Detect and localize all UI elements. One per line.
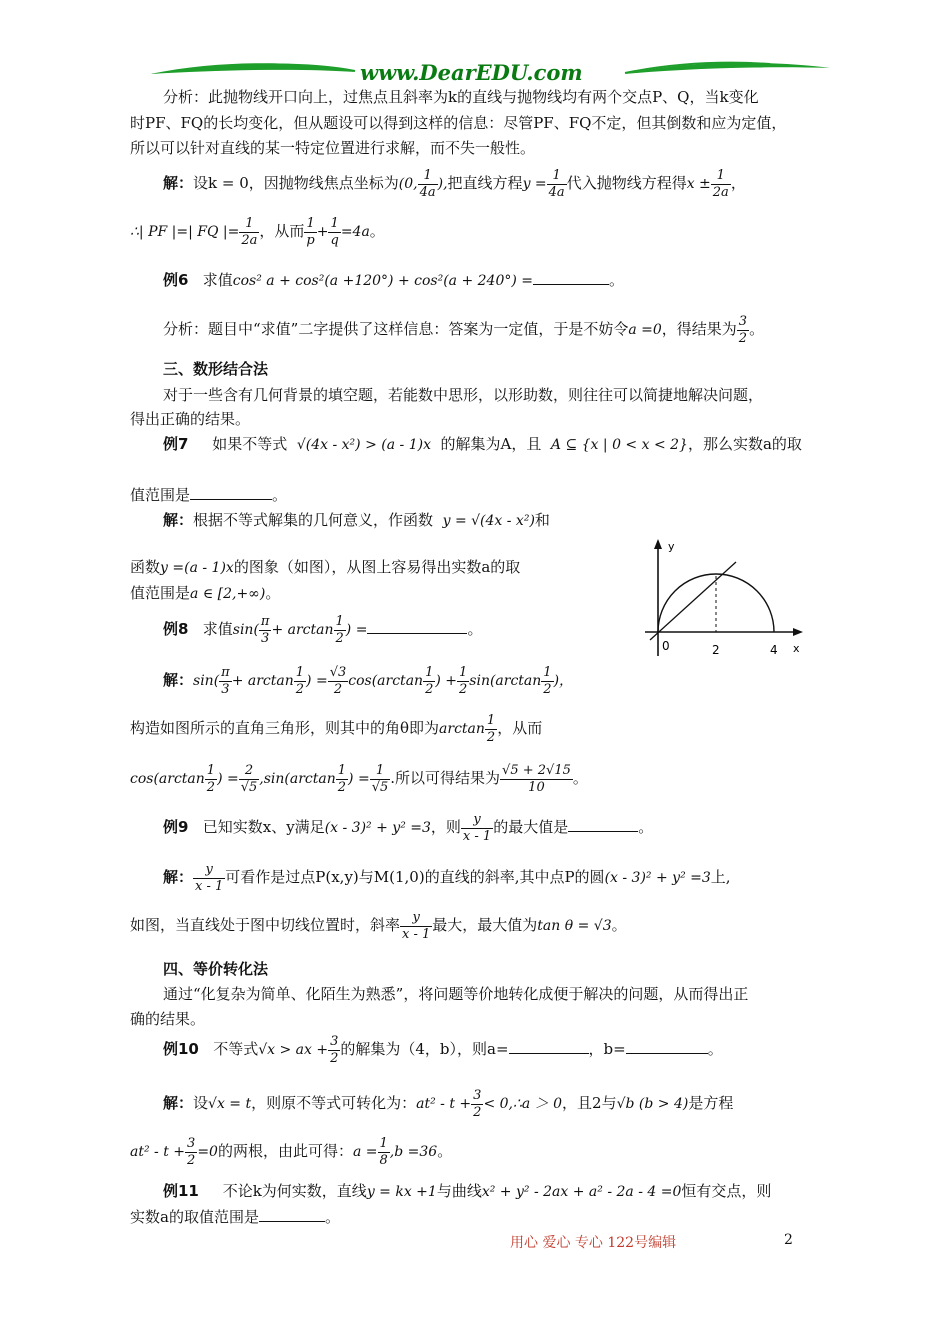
section-3-line-2: 得出正确的结果。 [130,410,251,428]
fraction: $\frac{3}{2}$ [473,1087,482,1120]
x-label: x [793,642,800,655]
example-7-line-1 [163,432,802,457]
fraction: $\frac{1}{q}$ [330,215,339,248]
section-3-title: 三、数形结合法 [163,360,269,378]
analysis-line-1: 分析：此抛物线开口向上，过焦点且斜率为k的直线与抛物线均有两个交点P、Q，当k变化 [163,88,759,106]
text: 。 [324,1208,340,1226]
math: cos² a + cos²(a +120°) + cos²(a + 240°) = [232,273,533,289]
text: 上, [710,868,731,886]
math: at² - t + [416,1096,472,1112]
text: 的解集为（4，b），则a= [340,1040,509,1058]
answer-blank[interactable] [568,817,638,832]
text: 。 [611,916,627,934]
semicircle-figure [640,536,810,666]
solution-9-line-1 [163,858,731,897]
answer-blank[interactable] [533,270,609,285]
text: ，得结果为 [661,320,737,338]
text: 可看作是过点P(x,y)与M(1,0)的直线的斜率,其中点P的圆 [225,868,605,886]
math: √x > ax + [258,1042,329,1058]
solution-label: 解： [163,1094,194,1112]
text: 如果不等式 [212,435,288,453]
solution-10-line-2 [130,1130,452,1173]
text: 已知实数x、y满足 [202,818,325,836]
math: ) = [348,771,370,787]
example-label: 例9 [163,818,189,836]
math: sin( [193,673,220,689]
text: 不论k为何实数，直线 [222,1182,367,1200]
math: at² - t + [130,1144,186,1160]
text: 值范围是 [130,486,191,504]
math: (x - 3)² + y² =3 [324,820,431,836]
math: =0 [197,1144,218,1160]
math: √x = t [208,1096,252,1112]
fraction: $\frac{1}{2}$ [206,762,216,795]
math: + [316,224,329,240]
math: =4a [340,224,370,240]
fraction: $\frac{1}{2}$ [486,712,496,745]
solution-label: 解： [163,511,194,529]
fraction: $\frac{1}{2}$ [425,664,434,697]
text: 恒有交点，则 [681,1182,772,1200]
analysis-line-3: 所以可以针对直线的某一特定位置进行求解，而不失一般性。 [130,139,536,157]
solution-5-line-1 [163,162,746,205]
math: (x - 3)² + y² =3 [604,870,711,886]
text: ，b= [588,1040,626,1058]
text: ，那么实数a的取 [687,435,802,453]
analysis-6 [163,308,764,351]
math: y = kx +1 [366,1184,437,1200]
fraction: $\frac{1}{√5}$ [371,762,389,795]
text: 。 [467,620,483,638]
text: 不等式 [213,1040,259,1058]
y-axis-arrow [654,539,662,549]
math: ), [437,176,448,192]
solution-7-line-3 [130,582,280,603]
answer-blank[interactable] [190,485,272,500]
section-4-title: 四、等价转化法 [163,960,269,978]
section-4-line-1: 通过“化复杂为简单、化陌生为熟悉”，将问题等价地转化成便于解决的问题，从而得出正 [163,985,749,1003]
text: 实数a的取值范围是 [130,1208,259,1226]
text: 。 [749,320,765,338]
math: a = [352,1144,378,1160]
math: √(4x - x²) > (a - 1)x [296,437,431,453]
math: a =0 [628,322,662,338]
example-6 [163,262,624,299]
math: A ⊆ {x | 0 < x < 2} [550,437,688,453]
math: x ± [686,176,711,192]
answer-blank-b[interactable] [626,1039,708,1054]
fraction: $\frac{\pi}{3}$ [221,664,230,697]
footer-editor: 用心 爱心 专心 122号编辑 [510,1235,677,1251]
text: 是方程 [688,1094,734,1112]
text: .所以可得结果为 [390,769,501,787]
math: cos(arctan [130,771,205,787]
text: 。 [609,271,625,289]
math: )， [553,673,574,689]
text: ，从而 [497,719,543,737]
math: tan θ = √3 [537,918,612,934]
text: 设 [193,1094,209,1112]
math: cos(arctan [348,673,424,689]
fraction: $\frac{1}{4a}$ [419,167,436,200]
solution-5-line-2 [130,210,385,253]
solution-7-line-2 [130,556,520,577]
fraction: $\frac{1}{2}$ [295,664,305,697]
tick-2-label: 2 [712,643,720,657]
fraction: $\frac{√5 + 2√15}{10}$ [502,762,571,795]
answer-blank[interactable] [367,619,467,634]
example-8 [163,610,482,649]
math: + arctan [231,673,294,689]
fraction: $\frac{1}{2}$ [335,613,344,646]
example-label: 例6 [163,271,189,289]
math: ) = [306,673,328,689]
answer-blank-a[interactable] [509,1039,589,1054]
math: ∴| PF |=| FQ |= [130,224,240,240]
solution-7-line-1 [163,508,550,533]
example-label: 例7 [163,435,189,453]
text: 的解集为A，且 [440,435,542,453]
example-label: 例11 [163,1182,199,1200]
analysis-line-2: 时PF、FQ的长均变化，但从题设可以得到这样的信息：尽管PF、FQ不定，但其倒数和应为定值， [130,114,787,132]
text: 设k = 0，因抛物线焦点坐标为 [193,174,399,192]
example-10 [163,1028,723,1071]
text: 求值 [202,271,233,289]
solution-8-line-2 [130,708,542,749]
solution-9-line-2 [130,906,627,945]
text: ， [730,174,746,192]
text: ，则 [430,818,461,836]
text: 把直线方程 [447,174,523,192]
text: 。 [638,818,654,836]
text: 。 [437,1142,453,1160]
example-11-line-1 [163,1180,771,1201]
fraction: $\frac{y}{x - 1}$ [402,909,431,942]
example-label: 例10 [163,1040,199,1058]
math: sin( [232,622,259,638]
solution-8-line-1 [163,660,573,701]
solution-8-line-3 [130,756,588,801]
text: ，从而 [259,222,305,240]
text: 。 [707,1040,723,1058]
fraction: $\frac{2}{√5}$ [240,762,258,795]
math: < 0,∴a ＞ 0 [483,1096,563,1112]
fraction: $\frac{1}{2}$ [543,664,552,697]
page-number: 2 [784,1232,793,1248]
section-4-line-2: 确的结果。 [130,1010,206,1028]
text: ，则原不等式可转化为： [251,1094,417,1112]
text: 和 [534,511,550,529]
math: √b (b > 4) [616,1096,689,1112]
example-label: 例8 [163,620,189,638]
math: ) = [217,771,239,787]
section-3-line-1: 对于一些含有几何背景的填空题，若能数中思形，以形助数，则往往可以简捷地解决问题， [163,386,764,404]
text: 构造如图所示的直角三角形，则其中的角θ即为 [130,719,440,737]
answer-blank[interactable] [259,1207,325,1222]
math: x² + y² - 2ax + a² - 2a - 4 =0 [481,1184,682,1200]
math: ,b =36 [389,1144,438,1160]
fraction: $\frac{1}{8}$ [379,1135,388,1168]
fraction: $\frac{3}{2}$ [738,313,748,346]
example-7-line-2 [130,484,287,505]
text: 根据不等式解集的几何意义，作函数 [193,511,434,529]
x-axis-arrow [793,628,803,636]
text: 。 [265,584,281,602]
math: sin(arctan [469,673,542,689]
fraction: $\frac{3}{2}$ [330,1033,339,1066]
text: 的最大值是 [493,818,569,836]
math: a ∈ [2,+∞) [190,586,266,602]
math: arctan [439,721,485,737]
solution-10-line-1 [163,1082,733,1125]
header-site[interactable]: www.DearEDU.com [360,60,583,85]
text: 。 [272,486,288,504]
text: 如图，当直线处于图中切线位置时，斜率 [130,916,401,934]
origin-label: 0 [662,639,670,653]
text: 最大，最大值为 [432,916,538,934]
math: ,sin(arctan [259,771,336,787]
fraction: $\frac{1}{2a}$ [712,167,729,200]
line-through-origin [650,562,736,640]
y-label: y [668,540,675,553]
text: 分析：题目中“求值”二字提供了这样信息：答案为一定值，于是不妨令 [163,320,629,338]
math: (0, [398,176,418,192]
solution-label: 解： [163,868,194,886]
text: 。 [369,222,385,240]
fraction: $\frac{√3}{2}$ [329,664,347,697]
text: 值范围是 [130,584,191,602]
text: 的两根，由此可得： [217,1142,353,1160]
fraction: $\frac{1}{2}$ [459,664,468,697]
math: ) + [435,673,457,689]
text: 求值 [202,620,233,638]
math: y =(a - 1)x [160,560,234,576]
fraction: $\frac{\pi}{3}$ [260,613,270,646]
text: 的图象（如图），从图上容易得出实数a的取 [233,558,521,576]
fraction: $\frac{1}{p}$ [306,215,315,248]
solution-label: 解： [163,174,194,192]
fraction: $\frac{y}{x - 1}$ [462,811,492,844]
example-9 [163,808,653,847]
text: 。 [572,769,588,787]
math: y = [522,176,547,192]
fraction: $\frac{3}{2}$ [187,1135,196,1168]
math: + arctan [271,622,334,638]
text: 代入抛物线方程得 [566,174,687,192]
fraction: $\frac{1}{2a}$ [241,215,258,248]
tick-4-label: 4 [770,643,778,657]
example-11-line-2 [130,1206,340,1227]
fraction: $\frac{1}{2}$ [337,762,347,795]
solution-label: 解： [163,671,194,689]
text: ，且2与 [562,1094,617,1112]
text: 与曲线 [436,1182,482,1200]
fraction: $\frac{y}{x - 1}$ [195,861,224,894]
text: 函数 [130,558,161,576]
fraction: $\frac{1}{4a}$ [548,167,565,200]
math: y = √(4x - x²) [442,513,535,529]
math: ) = [345,622,368,638]
